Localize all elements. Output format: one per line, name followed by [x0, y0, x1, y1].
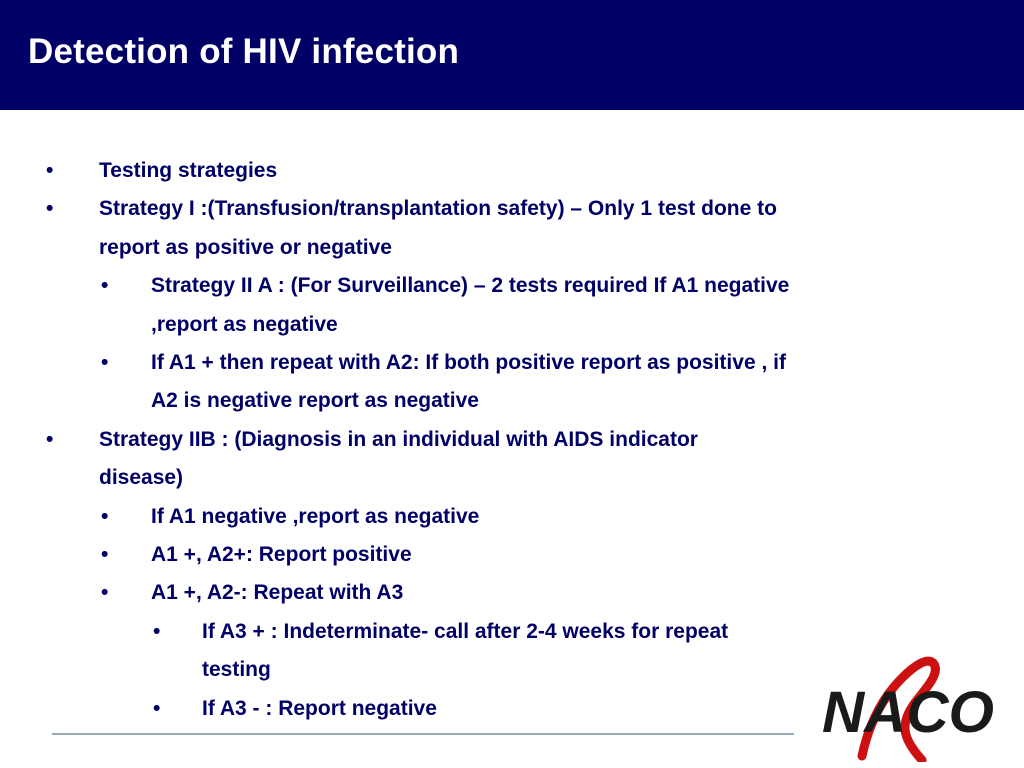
bullet-item	[0, 267, 841, 344]
bullet-marker: •	[153, 696, 161, 720]
bullet-marker: •	[101, 274, 109, 298]
bullet-text: Strategy I :(Transfusion/transplantation safety) – Only 1 test done to report as positive or negative	[99, 197, 777, 259]
bullet-item	[0, 536, 880, 574]
bullet-item	[0, 344, 811, 421]
bullet-marker: •	[46, 427, 54, 451]
bullet-marker: •	[101, 351, 109, 375]
logo-text: NACO	[822, 680, 994, 745]
bullet-text: If A3 + : Indeterminate- call after 2-4 weeks for repeat testing	[202, 619, 729, 682]
bullet-marker: •	[101, 543, 109, 567]
bullet-marker: •	[101, 581, 109, 605]
bullet-text: If A1 + then repeat with A2: If both positive report as positive , if A2 is negative report as negative	[151, 351, 786, 413]
bullet-list	[0, 152, 880, 728]
bullet-text: If A3 - : Report negative	[202, 696, 437, 720]
bullet-item	[0, 613, 792, 690]
bullet-text: Strategy IIB : (Diagnosis in an individual with AIDS indicator disease)	[99, 427, 698, 490]
bullet-item	[0, 690, 880, 728]
bullet-marker: •	[46, 159, 54, 182]
bullet-text: A1 +, A2+: Report positive	[151, 543, 412, 567]
footer-divider	[52, 733, 794, 735]
bullet-text: Strategy II A : (For Surveillance) – 2 tests required If A1 negative ,report as negative	[151, 274, 790, 336]
bullet-marker: •	[101, 504, 109, 528]
bullet-item	[0, 421, 739, 498]
naco-logo	[818, 648, 1004, 762]
bullet-text: Testing strategies	[99, 159, 278, 182]
bullet-item	[0, 190, 789, 267]
bullet-text: If A1 negative ,report as negative	[151, 504, 480, 528]
title-bar	[0, 0, 1024, 110]
slide-title: Detection of HIV infection	[28, 32, 460, 71]
bullet-item	[0, 498, 880, 536]
bullet-item	[0, 574, 880, 612]
bullet-item	[0, 152, 880, 190]
bullet-text: A1 +, A2-: Repeat with A3	[151, 581, 404, 605]
bullet-marker: •	[46, 197, 54, 221]
bullet-marker: •	[153, 619, 161, 643]
